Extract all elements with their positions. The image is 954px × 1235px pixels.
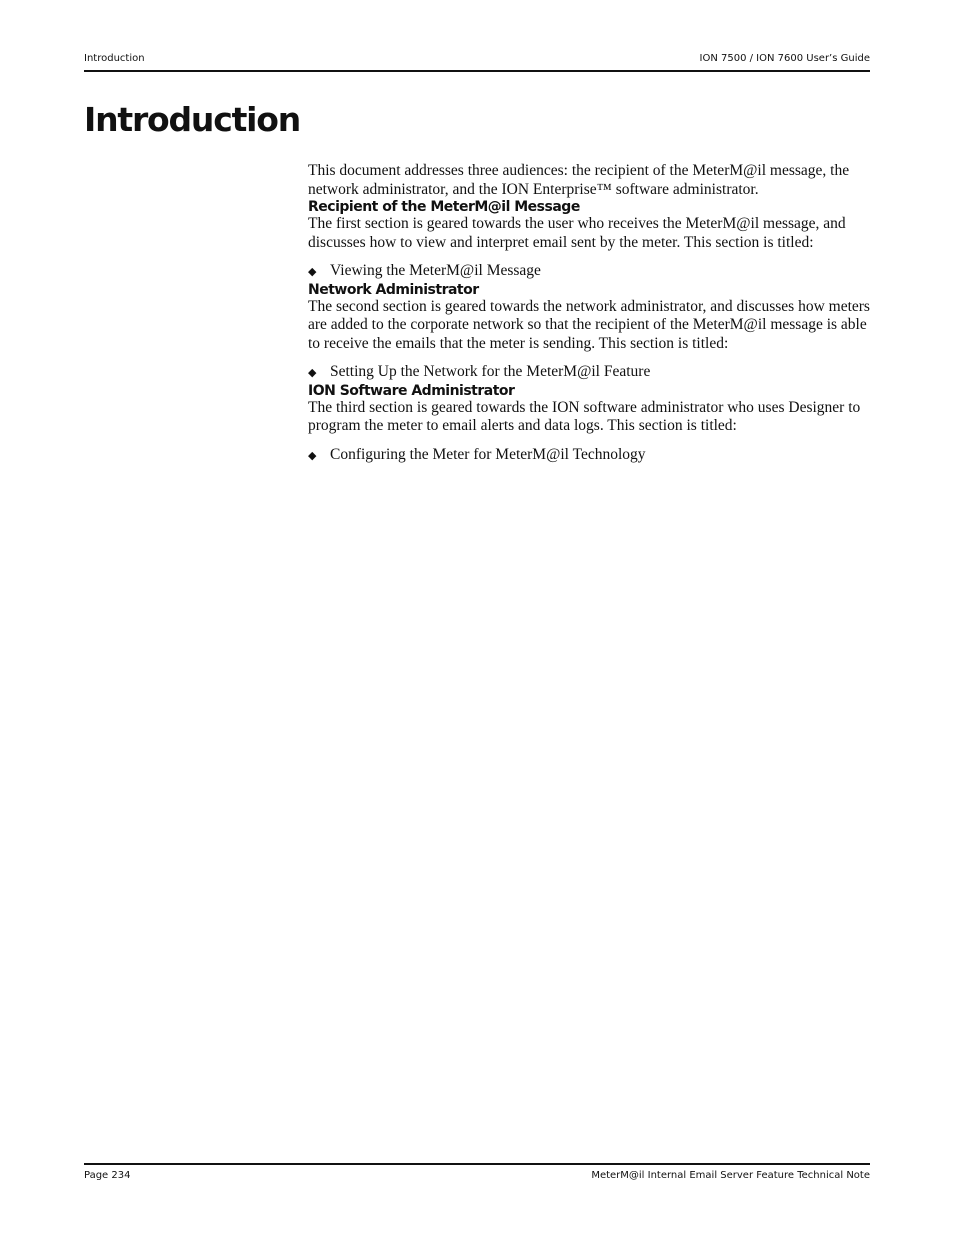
section-network-admin <box>308 282 878 383</box>
diamond-bullet-icon: ◆ <box>308 367 317 379</box>
section-body: The first section is geared towards the user who receives the MeterM@il message, and discusses how to view and interpret email sent by the meter. This section is titled: <box>308 215 846 251</box>
page-header <box>84 53 870 72</box>
bullet-item <box>308 446 878 466</box>
section-heading: Recipient of the MeterM@il Message <box>308 199 580 215</box>
page-footer <box>84 1163 870 1185</box>
bullet-text: Viewing the MeterM@il Message <box>330 262 541 279</box>
diamond-bullet-icon: ◆ <box>308 449 317 462</box>
section-ion-software-admin <box>308 383 878 466</box>
main-content <box>308 162 878 465</box>
page-number: Page 234 <box>84 1170 131 1181</box>
section-body: The second section is geared towards the network administrator, and discusses how meters are added to the corporate network so that the recipient of the MeterM@il message is able to receive the emails that the meter is sending. This section is titled: <box>308 297 870 352</box>
section-body: The third section is geared towards the ION software administrator who uses Designer to program the meter to email alerts and data logs. This section is titled: <box>308 398 861 434</box>
page-title: Introduction <box>84 100 301 139</box>
section-heading: ION Software Administrator <box>308 382 515 399</box>
header-guide-title: ION 7500 / ION 7600 User’s Guide <box>699 53 870 64</box>
bullet-item <box>308 262 878 282</box>
bullet-text: Configuring the Meter for MeterM@il Technology <box>330 445 646 463</box>
section-recipient <box>308 199 878 282</box>
section-heading: Network Administrator <box>308 281 479 298</box>
bullet-item <box>308 363 878 383</box>
footer-document-title: MeterM@il Internal Email Server Feature Technical Note <box>591 1170 870 1181</box>
intro-paragraph: This document addresses three audiences: the recipient of the MeterM@il message, the network administrator, and the ION Enterprise™ software administrator. <box>308 162 850 198</box>
header-section-name: Introduction <box>84 53 145 64</box>
diamond-bullet-icon: ◆ <box>308 266 317 278</box>
bullet-text: Setting Up the Network for the MeterM@il Feature <box>330 363 651 380</box>
